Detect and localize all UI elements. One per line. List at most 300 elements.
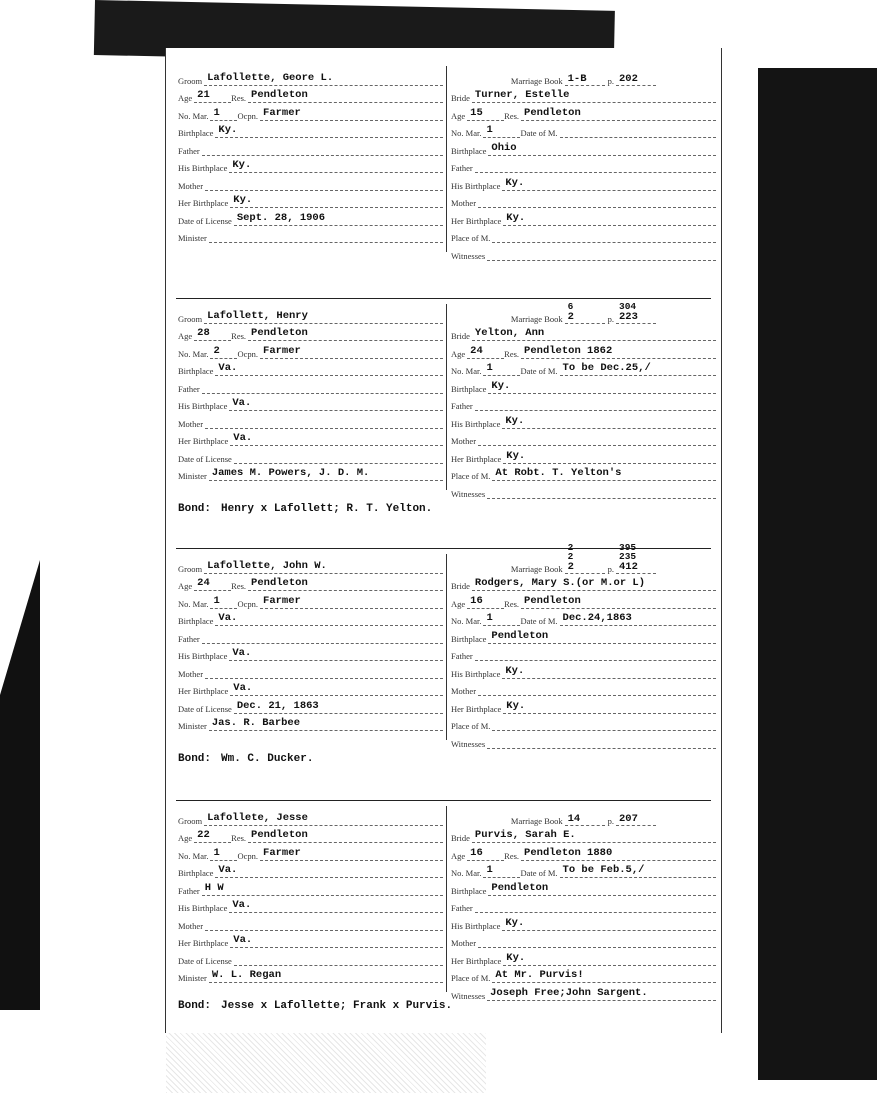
groom-mother-row	[178, 661, 443, 679]
groom-number-of-marriages: 1	[210, 847, 237, 861]
groom-column	[178, 556, 443, 731]
groom-his-birthplace-row	[178, 394, 443, 412]
groom-age: 28	[194, 327, 231, 341]
groom-occupation: Farmer	[260, 107, 443, 121]
bride-father	[475, 397, 716, 411]
page-label: p.	[607, 563, 614, 574]
minister-name: Jas. R. Barbee	[209, 717, 443, 731]
res-label: Res.	[504, 850, 520, 861]
bride-column	[451, 541, 716, 749]
license-row	[178, 208, 443, 226]
age-label: Age	[451, 348, 466, 359]
license-row	[178, 948, 443, 966]
minister-label: Minister	[178, 721, 207, 731]
her-birthplace-label: Her Birthplace	[178, 938, 229, 948]
his-birthplace-label: His Birthplace	[451, 418, 501, 429]
bond-label: Bond:	[178, 753, 212, 765]
marriage-book-row	[451, 300, 716, 324]
her-birthplace-label: Her Birthplace	[451, 703, 502, 714]
her-birthplace-label: Her Birthplace	[451, 215, 502, 226]
marriage-book-label: Marriage Book	[510, 75, 563, 86]
groom-mothers-birthplace: Va.	[230, 432, 443, 446]
bride-fathers-birthplace: Ky.	[502, 415, 716, 429]
bond-label: Bond:	[178, 503, 212, 515]
date-of-marriage: Dec.24,1863	[560, 612, 716, 626]
bride-label: Bride	[451, 581, 470, 591]
groom-row	[178, 556, 443, 574]
record-sheet	[165, 48, 722, 1033]
groom-name: Lafollete, Jesse	[204, 812, 443, 826]
bond-text: Jesse x Lafollette; Frank x Purvis.	[221, 1000, 453, 1012]
father-label: Father	[451, 903, 473, 913]
groom-mothers-birthplace: Va.	[230, 934, 443, 948]
bride-her-birthplace-row	[451, 208, 716, 226]
no-mar-label: No. Mar.	[178, 850, 209, 861]
date-of-license-label: Date of License	[178, 955, 232, 966]
age-label: Age	[178, 331, 193, 341]
groom-his-birthplace-row	[178, 896, 443, 914]
witnesses	[487, 735, 716, 749]
marriage-page-above: 304	[619, 300, 637, 312]
bride-father-row	[451, 644, 716, 662]
groom-marriage-row	[178, 591, 443, 609]
ocpn-label: Ocpn.	[237, 598, 259, 609]
his-birthplace-label: His Birthplace	[451, 180, 501, 191]
bride-age: 15	[467, 107, 504, 121]
father-label: Father	[178, 383, 200, 394]
marriage-book-number: 1-B	[565, 73, 605, 86]
mother-label: Mother	[178, 668, 204, 679]
groom-residence: Pendleton	[248, 89, 443, 103]
groom-number-of-marriages: 2	[210, 345, 237, 359]
birthplace-label: Birthplace	[451, 383, 487, 394]
marriage-page-above: 395 235	[619, 541, 637, 562]
groom-birthplace: Ky.	[215, 124, 443, 138]
groom-fathers-birthplace: Va.	[229, 647, 443, 661]
groom-occupation: Farmer	[260, 847, 443, 861]
bride-number-of-marriages: 1	[483, 612, 520, 626]
groom-father-row	[178, 138, 443, 156]
her-birthplace-label: Her Birthplace	[178, 436, 229, 446]
bride-mothers-birthplace: Ky.	[503, 212, 716, 226]
his-birthplace-label: His Birthplace	[178, 163, 228, 173]
groom-row	[178, 808, 443, 826]
groom-his-birthplace-row	[178, 644, 443, 662]
groom-father	[202, 142, 443, 156]
minister-label: Minister	[178, 973, 207, 983]
column-divider	[446, 554, 447, 740]
bride-column	[451, 68, 716, 261]
groom-father	[202, 630, 443, 644]
witnesses-row	[451, 983, 716, 1001]
bride-birthplace: Pendleton	[488, 630, 716, 644]
bride-father-row	[451, 896, 716, 914]
marriage-book-row	[451, 808, 716, 826]
place-of-marriage: At Mr. Purvis!	[492, 969, 716, 983]
groom-mother	[205, 177, 443, 191]
bride-residence: Pendleton	[521, 107, 716, 121]
bond-text: Wm. C. Ducker.	[221, 753, 314, 765]
bride-mother-row	[451, 679, 716, 697]
marriage-book-page: 304 223	[616, 311, 656, 324]
column-divider	[446, 806, 447, 992]
groom-mothers-birthplace: Ky.	[230, 194, 443, 208]
birthplace-label: Birthplace	[178, 616, 214, 626]
minister-row	[178, 226, 443, 244]
groom-mother	[205, 665, 443, 679]
groom-mother-row	[178, 411, 443, 429]
bride-age: 16	[467, 595, 504, 609]
card-divider	[176, 298, 711, 299]
bond-line	[178, 503, 432, 515]
date-of-m-label: Date of M.	[520, 868, 558, 878]
groom-label: Groom	[178, 75, 203, 86]
marriage-book-number: 14	[565, 813, 605, 826]
place-of-m-label: Place of M.	[451, 233, 491, 243]
groom-name: Lafollette, John W.	[204, 560, 443, 574]
birthplace-label: Birthplace	[178, 868, 214, 878]
birthplace-label: Birthplace	[178, 366, 214, 376]
her-birthplace-label: Her Birthplace	[178, 686, 229, 696]
groom-mother	[205, 917, 443, 931]
bride-label: Bride	[451, 331, 470, 341]
bride-birthplace-row	[451, 626, 716, 644]
marriage-book-page: 395 235 412	[616, 561, 656, 574]
res-label: Res.	[231, 581, 247, 591]
groom-mother	[205, 415, 443, 429]
groom-her-birthplace-row	[178, 931, 443, 949]
no-mar-label: No. Mar.	[178, 110, 209, 121]
bride-residence: Pendleton 1880	[521, 847, 716, 861]
bride-mother-row	[451, 429, 716, 447]
his-birthplace-label: His Birthplace	[178, 401, 228, 411]
date-of-marriage	[560, 124, 716, 138]
bride-mother	[478, 934, 716, 948]
birthplace-label: Birthplace	[451, 145, 487, 156]
age-label: Age	[451, 110, 466, 121]
bride-marriage-row	[451, 861, 716, 879]
bride-column	[451, 808, 716, 1001]
column-divider	[446, 304, 447, 490]
groom-birthplace: Va.	[215, 612, 443, 626]
bride-his-birthplace-row	[451, 661, 716, 679]
minister-name	[209, 229, 443, 243]
groom-residence: Pendleton	[248, 327, 443, 341]
minister-name: James M. Powers, J. D. M.	[209, 467, 443, 481]
marriage-book-label: Marriage Book	[510, 563, 563, 574]
no-mar-label: No. Mar.	[178, 598, 209, 609]
groom-father: H W	[202, 882, 443, 896]
groom-age-row	[178, 574, 443, 592]
minister-label: Minister	[178, 233, 207, 243]
date-of-license: Dec. 21, 1863	[234, 700, 443, 714]
marriage-book-row	[451, 541, 716, 574]
bride-name: Rodgers, Mary S.(or M.or L)	[472, 577, 716, 591]
bride-mothers-birthplace: Ky.	[503, 952, 716, 966]
witnesses-label: Witnesses	[451, 250, 486, 261]
bride-residence: Pendleton	[521, 595, 716, 609]
bride-fathers-birthplace: Ky.	[502, 917, 716, 931]
bride-fathers-birthplace: Ky.	[502, 665, 716, 679]
father-label: Father	[178, 885, 200, 896]
bride-birthplace-row	[451, 138, 716, 156]
mother-label: Mother	[451, 436, 477, 446]
her-birthplace-label: Her Birthplace	[451, 955, 502, 966]
bride-father-row	[451, 394, 716, 412]
place-of-marriage: At Robt. T. Yelton's	[492, 467, 716, 481]
card-divider	[176, 800, 711, 801]
no-mar-label: No. Mar.	[451, 128, 482, 138]
res-label: Res.	[231, 331, 247, 341]
no-mar-label: No. Mar.	[451, 366, 482, 376]
groom-marriage-row	[178, 341, 443, 359]
place-of-marriage-row	[451, 966, 716, 984]
groom-name: Lafollette, Geore L.	[204, 72, 443, 86]
scan-shadow-left	[0, 560, 40, 1010]
license-row	[178, 446, 443, 464]
bride-mother	[478, 682, 716, 696]
groom-her-birthplace-row	[178, 429, 443, 447]
no-mar-label: No. Mar.	[451, 616, 482, 626]
witnesses	[487, 247, 716, 261]
groom-column	[178, 808, 443, 983]
age-label: Age	[451, 598, 466, 609]
groom-occupation: Farmer	[260, 595, 443, 609]
place-of-marriage-row	[451, 464, 716, 482]
column-divider	[446, 66, 447, 252]
father-label: Father	[451, 401, 473, 411]
bride-marriage-row	[451, 359, 716, 377]
no-mar-label: No. Mar.	[178, 348, 209, 359]
date-of-license-label: Date of License	[178, 703, 232, 714]
groom-occupation: Farmer	[260, 345, 443, 359]
bride-column	[451, 300, 716, 499]
bride-marriage-row	[451, 609, 716, 627]
bride-her-birthplace-row	[451, 446, 716, 464]
bride-father	[475, 647, 716, 661]
mother-label: Mother	[451, 938, 477, 948]
date-of-license	[234, 450, 443, 464]
bride-number-of-marriages: 1	[483, 124, 520, 138]
bride-birthplace: Ky.	[488, 380, 716, 394]
groom-marriage-row	[178, 843, 443, 861]
groom-age: 22	[194, 829, 231, 843]
place-of-marriage-row	[451, 226, 716, 244]
page-label: p.	[607, 815, 614, 826]
place-of-marriage	[492, 229, 716, 243]
birthplace-label: Birthplace	[451, 633, 487, 644]
mother-label: Mother	[178, 180, 204, 191]
groom-birthplace: Va.	[215, 864, 443, 878]
witnesses-label: Witnesses	[451, 488, 486, 499]
minister-name: W. L. Regan	[209, 969, 443, 983]
groom-marriage-row	[178, 103, 443, 121]
groom-row	[178, 306, 443, 324]
no-mar-label: No. Mar.	[451, 868, 482, 878]
date-of-m-label: Date of M.	[520, 128, 558, 138]
groom-birthplace-row	[178, 121, 443, 139]
her-birthplace-label: Her Birthplace	[178, 198, 229, 208]
bride-father	[475, 159, 716, 173]
bride-birthplace: Pendleton	[488, 882, 716, 896]
marriage-book-number: 6 2	[565, 311, 605, 324]
place-of-m-label: Place of M.	[451, 721, 491, 731]
groom-fathers-birthplace: Ky.	[229, 159, 443, 173]
mother-label: Mother	[451, 198, 477, 208]
bride-row	[451, 826, 716, 844]
mother-label: Mother	[178, 418, 204, 429]
father-label: Father	[451, 163, 473, 173]
bond-line	[178, 1000, 452, 1012]
ocpn-label: Ocpn.	[237, 110, 259, 121]
place-of-marriage-row	[451, 714, 716, 732]
bride-age-row	[451, 843, 716, 861]
bride-mother	[478, 432, 716, 446]
bride-his-birthplace-row	[451, 173, 716, 191]
groom-birthplace: Va.	[215, 362, 443, 376]
minister-row	[178, 966, 443, 984]
bride-his-birthplace-row	[451, 913, 716, 931]
marriage-book-label: Marriage Book	[510, 313, 563, 324]
bride-age: 24	[467, 345, 504, 359]
groom-age: 21	[194, 89, 231, 103]
bride-mothers-birthplace: Ky.	[503, 450, 716, 464]
groom-fathers-birthplace: Va.	[229, 397, 443, 411]
groom-column	[178, 68, 443, 243]
groom-father-row	[178, 376, 443, 394]
witnesses: Joseph Free;John Sargent.	[487, 987, 716, 1001]
age-label: Age	[178, 581, 193, 591]
bride-mother	[478, 194, 716, 208]
groom-age-row	[178, 826, 443, 844]
bride-label: Bride	[451, 93, 470, 103]
date-of-m-label: Date of M.	[520, 366, 558, 376]
groom-birthplace-row	[178, 861, 443, 879]
bride-father	[475, 899, 716, 913]
bride-her-birthplace-row	[451, 696, 716, 714]
res-label: Res.	[504, 348, 520, 359]
groom-label: Groom	[178, 815, 203, 826]
his-birthplace-label: His Birthplace	[451, 920, 501, 931]
bride-birthplace-row	[451, 376, 716, 394]
bride-mother-row	[451, 191, 716, 209]
groom-number-of-marriages: 1	[210, 595, 237, 609]
minister-label: Minister	[178, 471, 207, 481]
license-row	[178, 696, 443, 714]
ocpn-label: Ocpn.	[237, 850, 259, 861]
bride-his-birthplace-row	[451, 411, 716, 429]
birthplace-label: Birthplace	[178, 128, 214, 138]
marriage-book-above: 6	[567, 300, 574, 312]
groom-residence: Pendleton	[248, 577, 443, 591]
groom-mother-row	[178, 173, 443, 191]
groom-her-birthplace-row	[178, 679, 443, 697]
bride-row	[451, 86, 716, 104]
date-of-license	[234, 952, 443, 966]
bride-number-of-marriages: 1	[483, 864, 520, 878]
groom-label: Groom	[178, 313, 203, 324]
place-of-m-label: Place of M.	[451, 471, 491, 481]
date-of-m-label: Date of M.	[520, 616, 558, 626]
bride-fathers-birthplace: Ky.	[502, 177, 716, 191]
groom-father-row	[178, 878, 443, 896]
his-birthplace-label: His Birthplace	[178, 903, 228, 913]
witnesses	[487, 485, 716, 499]
bride-name: Purvis, Sarah E.	[472, 829, 716, 843]
date-of-marriage: To be Dec.25,/	[560, 362, 716, 376]
res-label: Res.	[231, 833, 247, 843]
place-of-m-label: Place of M.	[451, 973, 491, 983]
birthplace-label: Birthplace	[451, 885, 487, 896]
witnesses-row	[451, 243, 716, 261]
marriage-book-page: 207	[616, 813, 656, 826]
groom-age: 24	[194, 577, 231, 591]
groom-mothers-birthplace: Va.	[230, 682, 443, 696]
bride-row	[451, 324, 716, 342]
scan-grain	[166, 1033, 486, 1093]
bride-age-row	[451, 103, 716, 121]
bond-label: Bond:	[178, 1000, 212, 1012]
witnesses-row	[451, 481, 716, 499]
his-birthplace-label: His Birthplace	[451, 668, 501, 679]
page-label: p.	[607, 75, 614, 86]
res-label: Res.	[504, 110, 520, 121]
bride-birthplace: Ohio	[488, 142, 716, 156]
date-of-license-label: Date of License	[178, 453, 232, 464]
age-label: Age	[451, 850, 466, 861]
mother-label: Mother	[178, 920, 204, 931]
place-of-marriage	[492, 717, 716, 731]
groom-number-of-marriages: 1	[210, 107, 237, 121]
page-label: p.	[607, 313, 614, 324]
minister-row	[178, 714, 443, 732]
mother-label: Mother	[451, 686, 477, 696]
marriage-book-above: 2 2	[567, 541, 574, 562]
groom-birthplace-row	[178, 609, 443, 627]
his-birthplace-label: His Birthplace	[178, 651, 228, 661]
groom-fathers-birthplace: Va.	[229, 899, 443, 913]
bride-father-row	[451, 156, 716, 174]
groom-her-birthplace-row	[178, 191, 443, 209]
groom-column	[178, 306, 443, 481]
bride-birthplace-row	[451, 878, 716, 896]
age-label: Age	[178, 833, 193, 843]
marriage-book-label: Marriage Book	[510, 815, 563, 826]
bride-mothers-birthplace: Ky.	[503, 700, 716, 714]
father-label: Father	[178, 633, 200, 644]
bride-row	[451, 574, 716, 592]
res-label: Res.	[231, 93, 247, 103]
father-label: Father	[451, 651, 473, 661]
bride-age: 16	[467, 847, 504, 861]
date-of-marriage: To be Feb.5,/	[560, 864, 716, 878]
groom-row	[178, 68, 443, 86]
father-label: Father	[178, 145, 200, 156]
bride-her-birthplace-row	[451, 948, 716, 966]
bond-text: Henry x Lafollett; R. T. Yelton.	[221, 503, 433, 515]
bride-mother-row	[451, 931, 716, 949]
bride-name: Yelton, Ann	[472, 327, 716, 341]
bride-age-row	[451, 591, 716, 609]
age-label: Age	[178, 93, 193, 103]
scan-shadow-right	[758, 68, 877, 1080]
bride-age-row	[451, 341, 716, 359]
marriage-book-number: 2 2 2	[565, 561, 605, 574]
res-label: Res.	[504, 598, 520, 609]
minister-row	[178, 464, 443, 482]
date-of-license-label: Date of License	[178, 215, 232, 226]
ocpn-label: Ocpn.	[237, 348, 259, 359]
